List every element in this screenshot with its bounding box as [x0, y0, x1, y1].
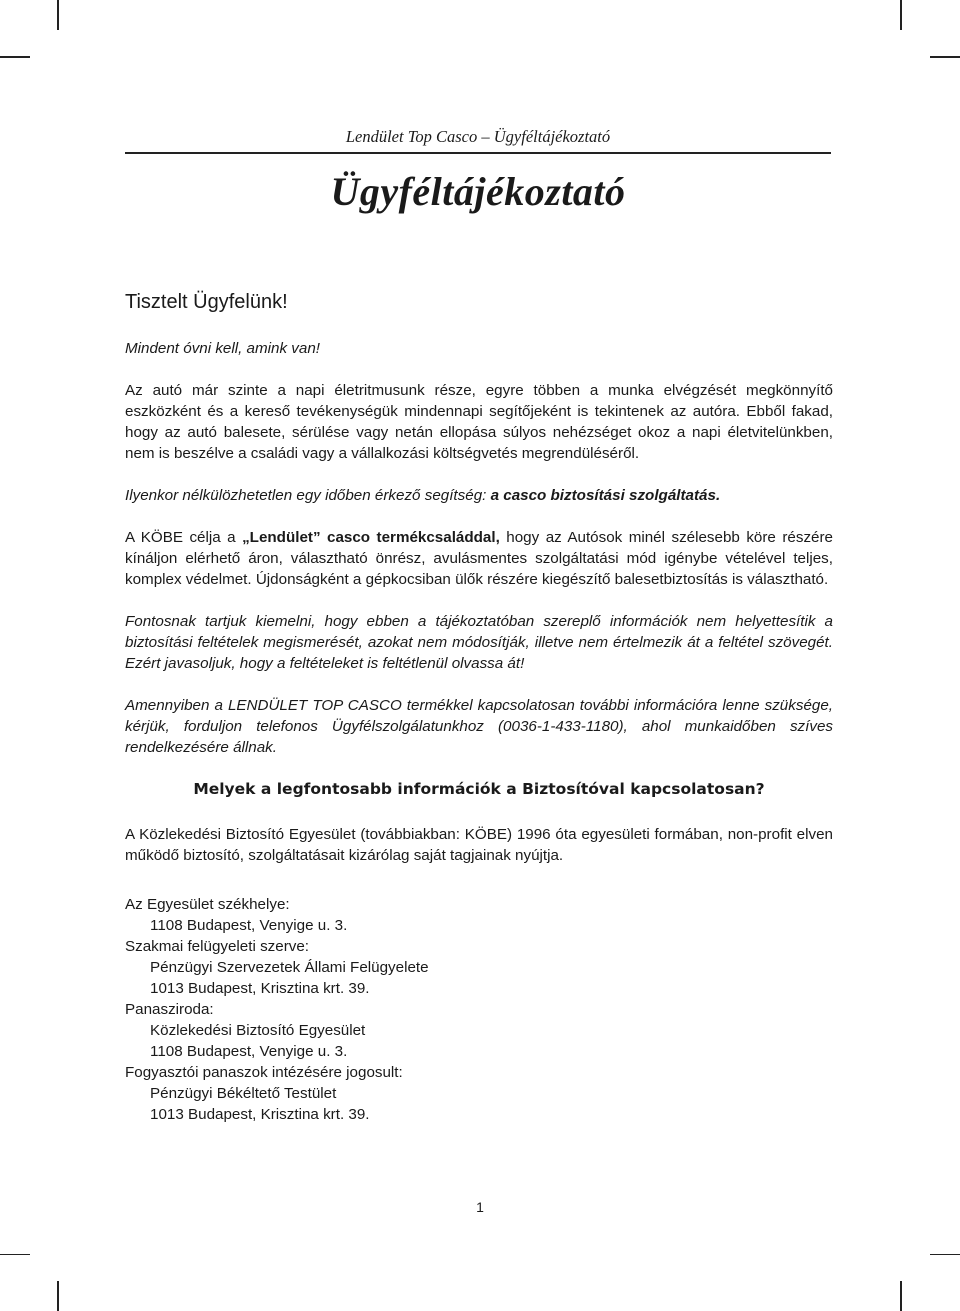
address-block [125, 894, 833, 1125]
crop-mark [57, 0, 59, 30]
crop-mark [900, 0, 902, 30]
crop-mark [57, 1281, 59, 1311]
crop-mark [0, 1254, 30, 1256]
running-header: Lendület Top Casco – Ügyféltájékoztató [345, 127, 611, 146]
help-text: Ilyenkor nélkülözhetetlen egy időben érkező segítség: [125, 487, 491, 504]
paragraph-notice: Fontosnak tartjuk kiemelni, hogy ebben a tájékoztatóban szereplő információk nem helyettesítik a biztosítási feltételek megismerését, azokat nem módosítják, illetve nem értelmezik át a feltétel szövegét. Ezért javasoljuk, hogy a feltételeket is feltétlenül olvassa át! [125, 613, 833, 672]
goal-text-start: A KÖBE célja a [125, 529, 243, 546]
paragraph-contact: Amennyiben a LENDÜLET TOP CASCO termékkel kapcsolatosan további információra lenne szüksége, kérjük, forduljon telefonos Ügyfélszolgálatunkhoz (0036-1-433-1180), ahol munkaidőben szíves rendelkezésére állnak. [125, 697, 833, 756]
paragraph-help [125, 485, 833, 506]
greeting: Tisztelt Ügyfelünk! [125, 291, 288, 313]
page-number: 1 [476, 1199, 484, 1215]
goal-text-rest: hogy az Autósok minél szélesebb köre részére kínáljon elérhető áron, választható önrész, avulásmentes szolgáltatási mód igénybe vételével teljes, komplex védelmet. Újdonságként a gépkocsiban ülők részére kiegészítő balesetbiztosítás is választható. [125, 529, 833, 588]
product-name: „Lendület” casco termékcsaláddal, [242, 529, 500, 546]
complaints-label: Panasziroda: [125, 1001, 214, 1018]
supervisor-name: Pénzügyi Szervezetek Állami Felügyelete [150, 959, 429, 976]
paragraph-goal [125, 527, 833, 590]
consumer-address: 1013 Budapest, Krisztina krt. 39. [150, 1106, 370, 1123]
document-body [125, 288, 833, 1125]
document-title: Ügyféltájékoztató [330, 169, 626, 214]
help-emphasis: a casco biztosítási szolgáltatás. [490, 487, 721, 504]
paragraph-intro: Az autó már szinte a napi életritmusunk része, egyre többen a munka elvégzését megkönnyítő eszközként és a kereső tevékenységük mindennapi segítőjeként is tekintenek az autóra. Ebből fakad, hogy az autó balesete, sérülése vagy netán ellopása súlyos nehézséget okoz a napi életvitelünkben, nem is beszélve a családi vagy a vállalkozási költségvetés megrendüléséről. [125, 382, 833, 462]
header-rule [125, 152, 831, 154]
paragraph-insurer: A Közlekedési Biztosító Egyesület (továbbiakban: KÖBE) 1996 óta egyesületi formában, non-profit elven működő biztosító, szolgáltatásait kizárólag saját tagjainak nyújtja. [125, 826, 833, 864]
crop-mark [930, 1254, 960, 1256]
crop-mark [900, 1281, 902, 1311]
supervisor-label: Szakmai felügyeleti szerve: [125, 938, 310, 955]
crop-mark [0, 56, 30, 58]
motto: Mindent óvni kell, amink van! [125, 340, 320, 357]
supervisor-address: 1013 Budapest, Krisztina krt. 39. [150, 980, 370, 997]
consumer-name: Pénzügyi Békéltető Testület [150, 1085, 337, 1102]
consumer-label: Fogyasztói panaszok intézésére jogosult: [125, 1064, 403, 1081]
crop-mark [930, 56, 960, 58]
seat-address: 1108 Budapest, Venyige u. 3. [150, 917, 348, 934]
complaints-name: Közlekedési Biztosító Egyesület [150, 1022, 366, 1039]
seat-label: Az Egyesület székhelye: [125, 896, 290, 913]
complaints-address: 1108 Budapest, Venyige u. 3. [150, 1043, 348, 1060]
section-heading: Melyek a legfontosabb információk a Biztosítóval kapcsolatosan? [193, 780, 765, 798]
